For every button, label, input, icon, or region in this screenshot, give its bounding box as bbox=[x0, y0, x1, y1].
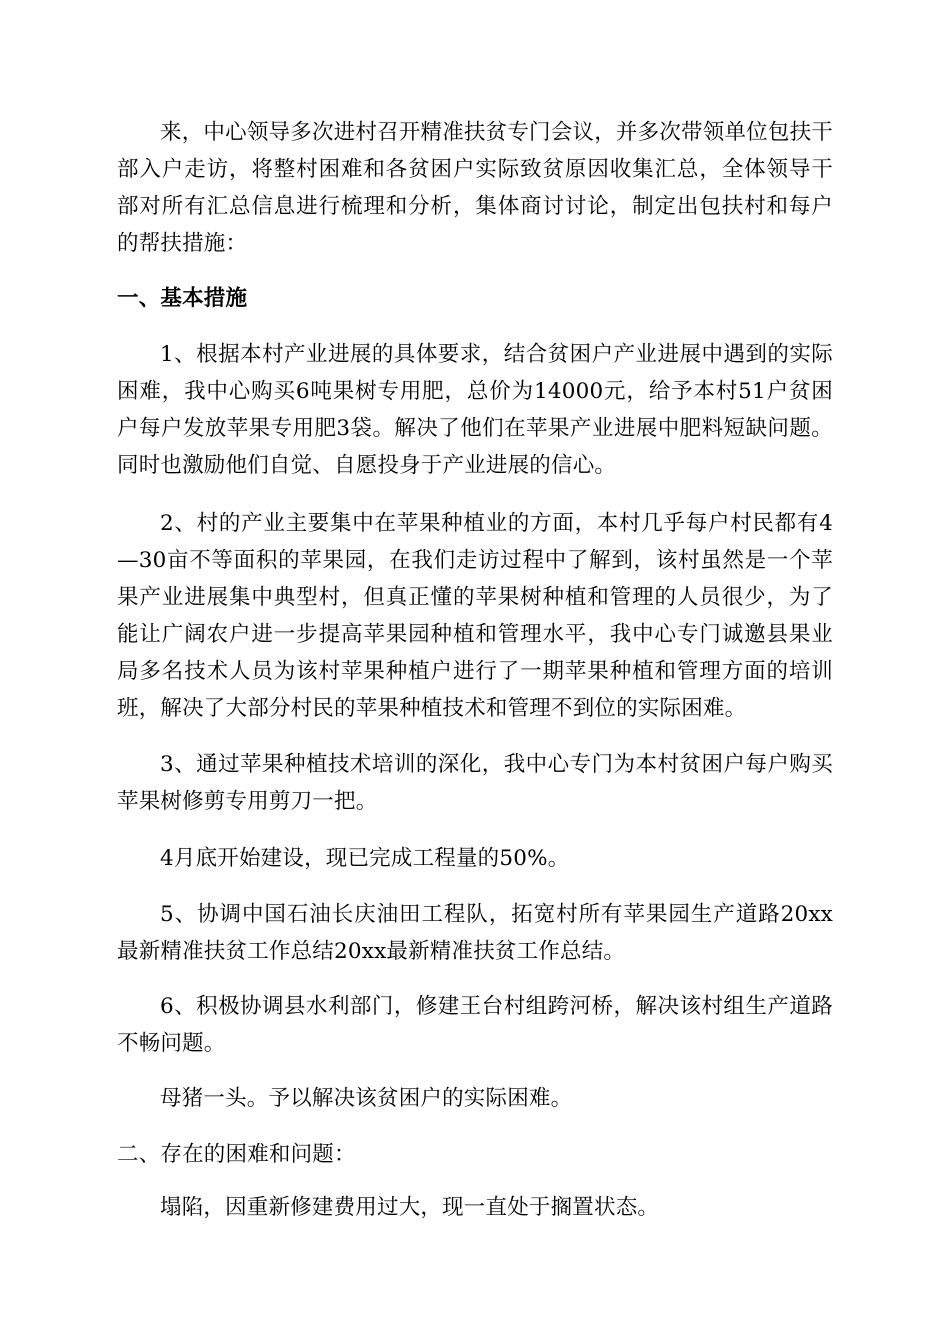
measure-paragraph-2: 2、村的产业主要集中在苹果种植业的方面，本村几乎每户村民都有4—30亩不等面积的苹果园，在我们走访过程中了解到，该村虽然是一个苹果产业进展集中典型村，但真正懂的苹果树种植和管理的人员很少，为了能让广阔农户进一步提高苹果园种植和管理水平，我中心专门诚邀县果业局多名技术人员为该村苹果种植户进行了一期苹果种植和管理方面的培训班，解决了大部分村民的苹果种植技术和管理不到位的实际困难。 bbox=[117, 511, 833, 721]
measure-paragraph-1: 1、根据本村产业进展的具体要求，结合贫困户产业进展中遇到的实际困难，我中心购买6吨果树专用肥，总价为14000元，给予本村51户贫困户每户发放苹果专用肥3袋。解决了他们在苹果产业进展中肥料短缺问题。同时也激励他们自觉、自愿投身于产业进展的信心。 bbox=[117, 342, 833, 478]
measure-paragraph-4: 4月底开始建设，现已完成工程量的50%。 bbox=[160, 846, 570, 871]
section-heading-problems: 二、存在的困难和问题： bbox=[117, 1142, 356, 1167]
measure-paragraph-6: 6、积极协调县水利部门，修建王台村组跨河桥，解决该村组生产道路不畅问题。 bbox=[117, 994, 833, 1056]
measure-paragraph-7: 母猪一头。予以解决该贫困户的实际困难。 bbox=[160, 1086, 573, 1111]
intro-paragraph: 来，中心领导多次进村召开精准扶贫专门会议，并多次带领单位包扶干部入户走访，将整村困难和各贫困户实际致贫原因收集汇总，全体领导干部对所有汇总信息进行梳理和分析，集体商讨讨论，制定出包扶村和每户的帮扶措施： bbox=[117, 120, 833, 256]
problem-paragraph-1: 塌陷，因重新修建费用过大，现一直处于搁置状态。 bbox=[160, 1195, 660, 1220]
section-heading-basic-measures: 一、基本措施 bbox=[117, 286, 248, 311]
measure-paragraph-5: 5、协调中国石油长庆油田工程队，拓宽村所有苹果园生产道路20xx最新精准扶贫工作总结20xx最新精准扶贫工作总结。 bbox=[117, 902, 833, 964]
measure-paragraph-3: 3、通过苹果种植技术培训的深化，我中心专门为本村贫困户每户购买苹果树修剪专用剪刀一把。 bbox=[117, 752, 833, 814]
